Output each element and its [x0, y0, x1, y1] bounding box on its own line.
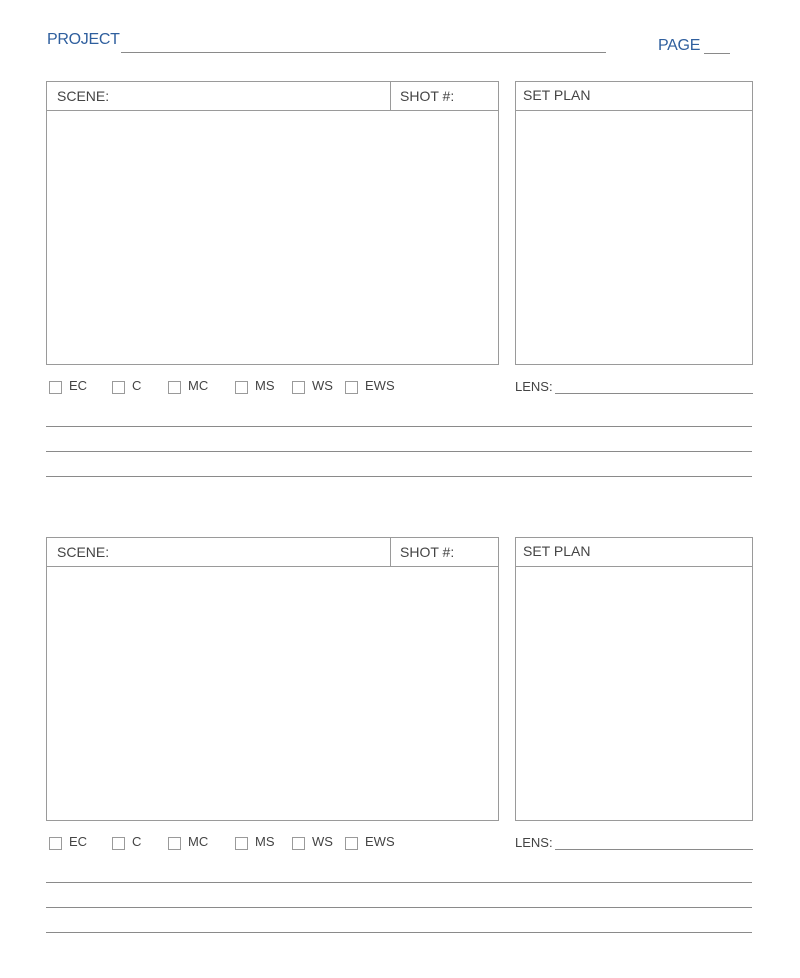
set-plan-label: SET PLAN	[523, 87, 591, 103]
set-plan-box[interactable]	[515, 537, 753, 821]
header-divider	[390, 538, 391, 567]
set-plan-label: SET PLAN	[523, 543, 591, 559]
shot-type-options	[49, 834, 409, 858]
shot-type-label: EWS	[365, 834, 395, 849]
scene-label: SCENE:	[57, 544, 110, 560]
lens-label: LENS:	[515, 379, 553, 394]
project-label: PROJECT	[47, 31, 120, 48]
notes-line[interactable]	[46, 451, 752, 452]
set-plan-header	[516, 538, 752, 567]
header-divider	[390, 82, 391, 111]
checkbox[interactable]	[49, 837, 62, 850]
shot-type-label: MS	[255, 834, 275, 849]
checkbox[interactable]	[292, 381, 305, 394]
checkbox[interactable]	[112, 381, 125, 394]
shot-type-label: EWS	[365, 378, 395, 393]
checkbox[interactable]	[168, 837, 181, 850]
shot-type-label: MC	[188, 834, 209, 849]
notes-line[interactable]	[46, 932, 752, 933]
page-label: PAGE	[658, 37, 701, 54]
shot-type-label: WS	[312, 378, 333, 393]
checkbox[interactable]	[235, 837, 248, 850]
shot-type-label: C	[132, 834, 142, 849]
shot-type-label: EC	[69, 378, 88, 393]
set-plan-box[interactable]	[515, 81, 753, 365]
shot-type-label: EC	[69, 834, 88, 849]
frame-header	[47, 82, 498, 111]
checkbox[interactable]	[168, 381, 181, 394]
shot-type-label: MC	[188, 378, 209, 393]
notes-line[interactable]	[46, 907, 752, 908]
checkbox[interactable]	[292, 837, 305, 850]
checkbox[interactable]	[345, 837, 358, 850]
lens-line[interactable]	[555, 849, 753, 850]
checkbox[interactable]	[49, 381, 62, 394]
frame-header	[47, 538, 498, 567]
shot-type-label: WS	[312, 834, 333, 849]
notes-line[interactable]	[46, 476, 752, 477]
checkbox[interactable]	[235, 381, 248, 394]
notes-line[interactable]	[46, 882, 752, 883]
checkbox[interactable]	[345, 381, 358, 394]
page-number-line[interactable]	[704, 53, 730, 54]
set-plan-header	[516, 82, 752, 111]
shot-type-label: MS	[255, 378, 275, 393]
shot-type-options	[49, 378, 409, 402]
shot-type-label: C	[132, 378, 142, 393]
scene-label: SCENE:	[57, 88, 110, 104]
lens-label: LENS:	[515, 835, 553, 850]
project-name-line[interactable]	[121, 52, 606, 53]
shot-frame[interactable]	[46, 81, 499, 365]
shot-number-label: SHOT #:	[400, 544, 455, 560]
checkbox[interactable]	[112, 837, 125, 850]
shot-frame[interactable]	[46, 537, 499, 821]
notes-line[interactable]	[46, 426, 752, 427]
lens-line[interactable]	[555, 393, 753, 394]
shot-number-label: SHOT #:	[400, 88, 455, 104]
